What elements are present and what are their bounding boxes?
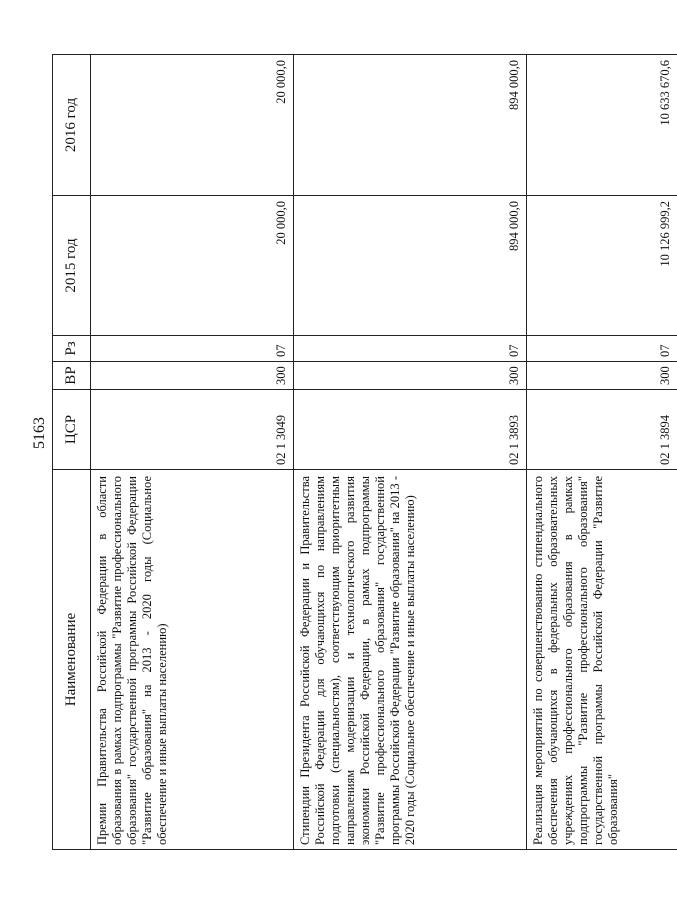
budget-table bbox=[52, 54, 677, 850]
row-2015: 20 000,0 bbox=[91, 196, 294, 336]
row-rz: 07 bbox=[294, 336, 527, 362]
table-header-row bbox=[53, 55, 91, 850]
row-2016: 10 633 670,6 bbox=[527, 55, 677, 196]
row-2015: 894 000,0 bbox=[294, 196, 527, 336]
table-row bbox=[91, 55, 294, 850]
row-rz: 07 bbox=[527, 336, 677, 362]
row-2015: 10 126 999,2 bbox=[527, 196, 677, 336]
header-2016: 2016 год bbox=[53, 55, 91, 196]
table-row bbox=[527, 55, 677, 850]
row-vr: 300 bbox=[294, 362, 527, 390]
row-name: Стипендии Президента Российской Федерации и Правительства Российской Федерации для обучающихся по направлениям подготовки (специальностям), соответствующим приоритетным направлениям модернизации и технологического развития экономики Российской Федерации, в рамках подпрограммы "Развитие профессионального образования" государственной программы Российской Федерации "Развитие образования" на 2013 - 2020 годы (Социальное обеспечение и иные выплаты населению) bbox=[294, 470, 527, 850]
row-rz: 07 bbox=[91, 336, 294, 362]
header-csr: ЦСР bbox=[53, 390, 91, 470]
header-rz: Рз bbox=[53, 336, 91, 362]
row-vr: 300 bbox=[527, 362, 677, 390]
header-vr: ВР bbox=[53, 362, 91, 390]
page-number: 5163 bbox=[31, 417, 48, 449]
row-name: Премии Правительства Российской Федерации в области образования в рамках подпрограммы "Развитие профессионального образования" государственной программы Российской Федерации "Развитие образования" на 2013 - 2020 годы (Социальное обеспечение и иные выплаты населению) bbox=[91, 470, 294, 850]
row-csr: 02 1 3049 bbox=[91, 390, 294, 470]
row-csr: 02 1 3893 bbox=[294, 390, 527, 470]
header-name: Наименование bbox=[53, 470, 91, 850]
row-2016: 20 000,0 bbox=[91, 55, 294, 196]
row-csr: 02 1 3894 bbox=[527, 390, 677, 470]
row-vr: 300 bbox=[91, 362, 294, 390]
row-2016: 894 000,0 bbox=[294, 55, 527, 196]
row-name: Реализация мероприятий по совершенствованию стипендиального обеспечения обучающихся в федеральных образовательных учреждениях профессионального образования в рамках подпрограммы "Развитие профессионального образования" государственной программы Российской Федерации "Развитие образования" bbox=[527, 470, 677, 850]
header-2015: 2015 год bbox=[53, 196, 91, 336]
table-row bbox=[294, 55, 527, 850]
